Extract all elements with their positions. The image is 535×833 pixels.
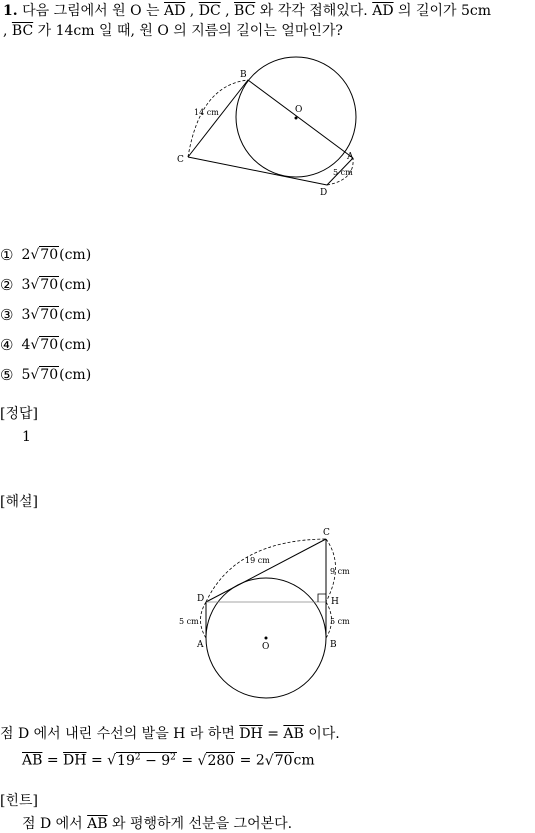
arc-5-left [201,602,207,638]
segment-ab: $\overline{AB}$ [283,726,304,742]
label-5cm: 5 cm [333,168,353,177]
choice-2[interactable]: ② 3√70(cm) [0,276,92,294]
radicand-9: 9 [161,752,171,769]
label-h: H [331,597,339,607]
solution-eq: = [267,726,279,742]
choice-1-unit: (cm) [59,247,92,263]
choice-2-unit: (cm) [59,277,92,293]
question-text-1: 다음 그림에서 원 O 는 [22,3,160,19]
radicand-70: 70 [274,752,293,769]
choice-4-mark: ④ [0,336,14,354]
label-o: O [295,105,303,115]
choice-1[interactable]: ① 2√70(cm) [0,246,92,264]
label-o-2: O [262,642,270,652]
label-14cm: 14 cm [194,108,219,117]
answer-heading: [정답] [0,406,38,422]
choice-5-radicand: 70 [40,367,59,383]
hint-text-2: 와 평행하게 선분을 그어본다. [112,816,293,832]
label-a-2: A [197,640,204,650]
solution-text-1: 점 D 에서 내린 수선의 발을 H 라 하면 [0,726,235,742]
choice-4-coef: 4 [21,337,31,353]
label-c: C [177,155,184,165]
coef-2: 2 [255,752,265,769]
segment-ab-2: $\overline{AB}$ [22,752,43,769]
label-d-2: D [197,594,205,604]
question-comma: , [3,23,8,39]
label-19cm: 19 cm [245,556,270,565]
label-5cm-right: 5 cm [330,617,350,626]
center-dot [295,117,298,120]
choice-2-mark: ② [0,276,14,294]
solution-line-2: $\overline{AB} = \overline{DH} = √19^2 - 9^2 = √280 = 2√70cm$ [22,752,315,769]
tangent-cd [188,157,327,185]
figure-2-diagram [175,525,360,705]
sup-2b: 2 [170,752,176,762]
hint-segment-ab: $\overline{AB}$ [87,816,108,832]
radicand-19: 19 [117,752,135,769]
tangent-cb [188,80,248,157]
label-c-2: C [323,528,330,538]
segment-ad: $\overline{AD}$ [164,3,186,19]
diameter-line [248,80,353,158]
figure-1-diagram [170,55,370,205]
choice-5-mark: ⑤ [0,366,14,384]
label-9cm: 9 cm [330,567,350,576]
choice-4[interactable]: ④ 4√70(cm) [0,336,92,354]
hint-line [22,815,292,833]
choice-2-coef: 3 [21,277,31,293]
segment-ad-2: $\overline{AD}$ [372,3,394,19]
question-number: 1. [3,3,18,19]
choice-1-mark: ① [0,246,14,264]
segment-dh-2: $\overline{DH}$ [63,752,87,769]
choice-1-coef: 2 [21,247,31,263]
label-b-2: B [330,640,337,650]
label-a: A [347,152,354,162]
sup-2a: 2 [134,752,141,762]
hint-heading: [힌트] [0,793,38,809]
choice-5-coef: 5 [21,367,31,383]
choice-3[interactable]: ③ 3√70(cm) [0,306,92,324]
answer-value: 1 [22,429,31,445]
unit-cm: cm [293,752,315,769]
choice-3-mark: ③ [0,306,14,324]
segment-dh: $\overline{DH}$ [239,726,263,742]
choice-5[interactable]: ⑤ 5√70(cm) [0,366,92,384]
solution-line-1 [0,725,340,743]
segment-bc-2: $\overline{BC}$ [11,23,34,39]
choice-1-radicand: 70 [40,247,59,263]
eq-a: = [46,752,59,769]
hint-text-1: 점 D 에서 [22,816,83,832]
choice-4-unit: (cm) [59,337,92,353]
label-5cm-left: 5 cm [179,617,199,626]
center-dot-2 [265,637,268,640]
solution-text-2: 이다. [308,726,340,742]
choices-list [0,240,91,390]
eq-c: = [181,752,194,769]
minus: − [145,752,157,769]
right-angle-mark [318,594,326,602]
choice-3-radicand: 70 [40,307,59,323]
label-b: B [240,70,247,80]
eq-d: = [239,752,252,769]
question-line-1: 1. 다음 그림에서 원 O 는 $\overline{AD}$ , $\overline{DC}$ , $\overline{BC}$ 와 각각 접해있다. $\overline{AD}$ 의 길이가 5cm [3,3,492,19]
choice-2-radicand: 70 [40,277,59,293]
choice-5-unit: (cm) [59,367,92,383]
solution-heading: [해설] [0,494,38,510]
question-text-4: 가 14cm 일 때, 원 O 의 지름의 길이는 얼마인가? [37,23,343,39]
segment-bc: $\overline{BC}$ [234,3,256,19]
question-text-2: 와 각각 접해있다. [259,3,368,19]
label-d: D [320,188,328,198]
question-line-2 [3,22,343,40]
question-text-3: 의 길이가 5cm [398,3,492,19]
choice-4-radicand: 70 [40,337,59,353]
choice-3-coef: 3 [21,307,31,323]
choice-3-unit: (cm) [59,307,92,323]
radicand-280: 280 [207,752,235,769]
segment-dc: $\overline{DC}$ [198,3,221,19]
eq-b: = [90,752,103,769]
